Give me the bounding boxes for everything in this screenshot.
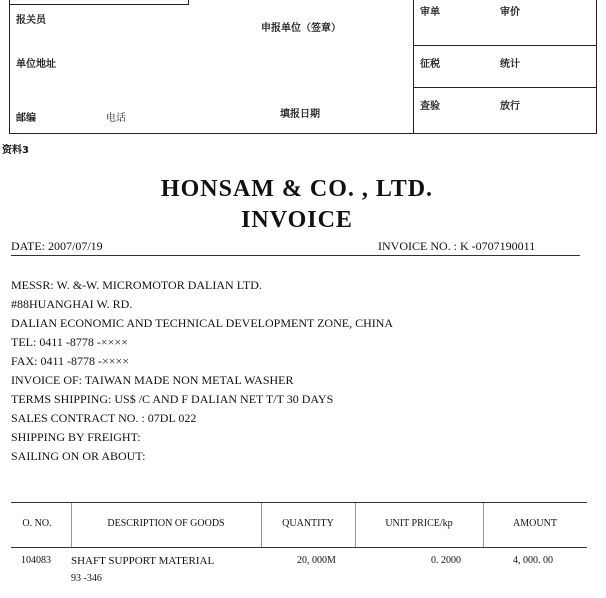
col-quantity: QUANTITY [282, 518, 334, 529]
contract-line: SALES CONTRACT NO. : 07DL 022 [11, 411, 197, 425]
release-label: 放行 [500, 101, 520, 112]
zone-line: DALIAN ECONOMIC AND TECHNICAL DEVELOPMENT ZONE, CHINA [11, 316, 394, 330]
tax-label: 征税 [420, 59, 440, 70]
fill-date-label: 填报日期 [280, 109, 320, 120]
row-quantity: 20, 000M [297, 555, 336, 566]
col-description: DESCRIPTION OF GOODS [107, 518, 225, 529]
declaration-form [9, 0, 597, 134]
phone-label: 电话 [106, 113, 126, 124]
tel-line: TEL: 0411 -8778 -×××× [11, 335, 128, 349]
row-unit-price: 0. 2000 [431, 555, 461, 566]
address-line: #88HUANGHAI W. RD. [11, 297, 133, 311]
goods-table [11, 502, 587, 598]
form-divider-vertical [413, 0, 414, 133]
fax-line: FAX: 0411 -8778 -×××× [11, 354, 130, 368]
invoice-number: INVOICE NO. : K -0707190011 [378, 239, 536, 253]
sailing-line: SAILING ON OR ABOUT: [11, 449, 146, 463]
declaring-unit-label: 申报单位（签章） [261, 23, 341, 34]
form-divider-2 [413, 87, 596, 88]
invoice-of-line: INVOICE OF: TAIWAN MADE NON METAL WASHER [11, 373, 294, 387]
company-name: HONSAM & CO. , LTD. [160, 176, 434, 202]
price-review-label: 审价 [500, 7, 520, 18]
unit-address-label: 单位地址 [16, 59, 56, 70]
invoice-date: DATE: 2007/07/19 [11, 239, 103, 253]
reporter-label: 报关员 [16, 15, 46, 26]
messr-line: MESSR: W. &-W. MICROMOTOR DALIAN LTD. [11, 278, 262, 292]
form-top-box [10, 0, 189, 5]
row-amount: 4, 000. 00 [513, 555, 553, 566]
inspection-label: 查验 [420, 101, 440, 112]
col-amount: AMOUNT [513, 518, 557, 529]
form-divider-1 [413, 45, 596, 46]
row-description-code: 93 -346 [71, 573, 102, 584]
statistics-label: 统计 [500, 59, 520, 70]
invoice-body [11, 276, 393, 466]
postcode-label: 邮编 [16, 113, 36, 124]
shipping-line: SHIPPING BY FREIGHT: [11, 430, 141, 444]
col-unit-price: UNIT PRICE/kp [385, 518, 453, 529]
table-header [11, 503, 587, 548]
header-rule [11, 255, 580, 256]
review-label: 审单 [420, 7, 440, 18]
row-no: 104083 [21, 555, 51, 566]
col-no: O. NO. [22, 518, 52, 529]
invoice-title: INVOICE [241, 207, 353, 233]
row-description: SHAFT SUPPORT MATERIAL [71, 555, 215, 567]
terms-line: TERMS SHIPPING: US$ /C AND F DALIAN NET T/T 30 DAYS [11, 392, 334, 406]
section-label: 资料3 [2, 145, 29, 156]
